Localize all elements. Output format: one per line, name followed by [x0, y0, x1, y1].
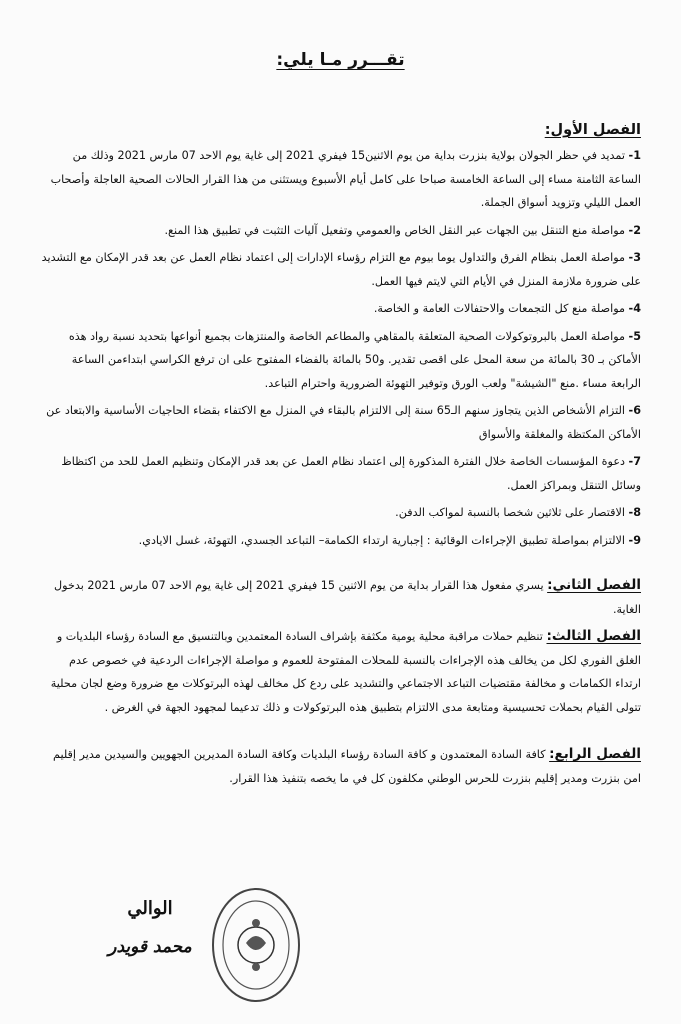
- list-item: [40, 450, 641, 497]
- section-3: [40, 625, 641, 719]
- item-number: 8-: [628, 506, 641, 519]
- section-3-heading: الفصل الثالث:: [546, 628, 641, 644]
- list-item: [40, 325, 641, 396]
- section-4: [40, 743, 641, 790]
- item-text: الاقتصار على ثلاثين شخصا بالنسبة لمواكب الدفن.: [395, 506, 625, 519]
- section-3-text: تنظيم حملات مراقبة محلية يومية مكثفة بإشراف السادة المعتمدين وبالتنسيق مع السادة رؤساء البلديات و الغلق الفوري لكل من يخالف هذه الإجراءات بالنسبة للمحلات المفتوحة للعموم و مواصلة الإجراءات الردعية في خصوص عدم ارتداء الكمامات و مخالفة مقتضيات التباعد الاجتماعي والتشديد على ردع كل مخالف لهذه البرتوكلات مع ضرورة وضع لجان محلية تتولى القيام بحملات تحسيسية ومتابعة مدى الالتزام بتطبيق هذه البرتوكولات و ذلك تدعيما لمجهود الجهة في الغرض .: [50, 630, 641, 714]
- item-number: 1-: [628, 149, 641, 162]
- section-4-text: كافة السادة المعتمدون و كافة السادة رؤساء البلديات وكافة السادة المديرين الجهويين والسيدين مدير إقليم امن بنزرت ومدير إقليم بنزرت للحرس الوطني مكلفون كل في ما يخصه بتنفيذ هذا القرار.: [53, 748, 641, 785]
- list-item: [40, 501, 641, 525]
- item-text: تمديد في حظر الجولان بولاية بنزرت بداية من يوم الاثنين15 فيفري 2021 إلى غاية يوم الاحد 07 مارس 2021 وذلك من الساعة الثامنة مساء إلى الساعة الخامسة صباحا على كامل أيام الأسبوع ويستثنى من هذا القرار الحالات الصحية العاجلة وأصحاب العمل الليلي وتزويد أسواق الجملة.: [50, 149, 641, 209]
- list-item: [40, 529, 641, 553]
- item-number: 3-: [628, 251, 641, 264]
- item-number: 9-: [628, 533, 641, 547]
- list-item: [40, 219, 641, 243]
- item-number: 5-: [628, 329, 641, 343]
- item-text: التزام الأشخاص الذين يتجاوز سنهم الـ65 سنة إلى الالتزام بالبقاء في المنزل مع الاكتفاء بقضاء الحاجيات الأساسية والابتعاد عن الأماكن المكتظة والمغلقة والأسواق: [46, 404, 641, 441]
- list-item: [40, 297, 641, 321]
- list-item: [40, 399, 641, 446]
- item-text: مواصلة العمل بالبروتوكولات الصحية المتعلقة بالمقاهي والمطاعم الخاصة والمنتزهات بجميع أنواعها بتحديد نسبة رواد هذه الأماكن بـ 30 بالمائة من سعة المحل على اقصى تقدير. و50 بالمائة بالفضاء المفتوح على ان ترفع الكراسي ابتداءمن الساعة الرابعة مساء .منع "الشيشة" ولعب الورق وتوفير التهوئة الضرورية واحترام التباعد.: [68, 329, 641, 390]
- official-stamp: [210, 885, 302, 1005]
- list-item: [40, 144, 641, 215]
- item-number: 7-: [628, 455, 641, 468]
- item-text: مواصلة منع كل التجمعات والاحتفالات العامة و الخاصة.: [373, 302, 625, 315]
- item-text: دعوة المؤسسات الخاصة خلال الفترة المذكورة إلى اعتماد نظام العمل عن بعد قدر الإمكان وتنظيم العمل للحد من اكتظاظ وسائل التنقل وبمراكز العمل.: [61, 455, 641, 492]
- item-number: 2-: [628, 223, 641, 237]
- item-number: 4-: [628, 302, 641, 315]
- document-title: تقـــرر مـا يلي:: [276, 50, 405, 70]
- signatory-name: محمد قويدر: [108, 937, 192, 957]
- section-4-heading: الفصل الرابع:: [549, 746, 641, 762]
- item-text: الالتزام بمواصلة تطبيق الإجراءات الوقائية : إجبارية ارتداء الكمامة– التباعد الجسدي، التهوئة، غسل الايادي.: [138, 533, 625, 547]
- section-2: [40, 574, 641, 621]
- section-1: [40, 122, 641, 552]
- signature-block: [80, 890, 220, 1000]
- section-2-text: يسري مفعول هذا القرار بداية من يوم الاثنين 15 فيفري 2021 إلى غاية يوم الاحد 07 مارس 2021 بدخول الغاية.: [54, 579, 641, 616]
- item-text: مواصلة منع التنقل بين الجهات عبر النقل الخاص والعمومي وتفعيل آليات التثبت في تطبيق هذا المنع.: [164, 223, 625, 237]
- signatory-role: الوالي: [127, 898, 173, 919]
- item-text: مواصلة العمل بنظام الفرق والتداول يوما بيوم مع التزام رؤساء الإدارات إلى اعتماد نظام العمل عن بعد قدر الإمكان مع التشديد على ضرورة ملازمة المنزل في الأيام التي لايتم فيها العمل.: [41, 251, 641, 288]
- section-2-heading: الفصل الثاني:: [547, 577, 641, 593]
- list-item: [40, 246, 641, 293]
- item-number: 6-: [628, 404, 641, 417]
- section-1-heading: الفصل الأول:: [544, 122, 641, 138]
